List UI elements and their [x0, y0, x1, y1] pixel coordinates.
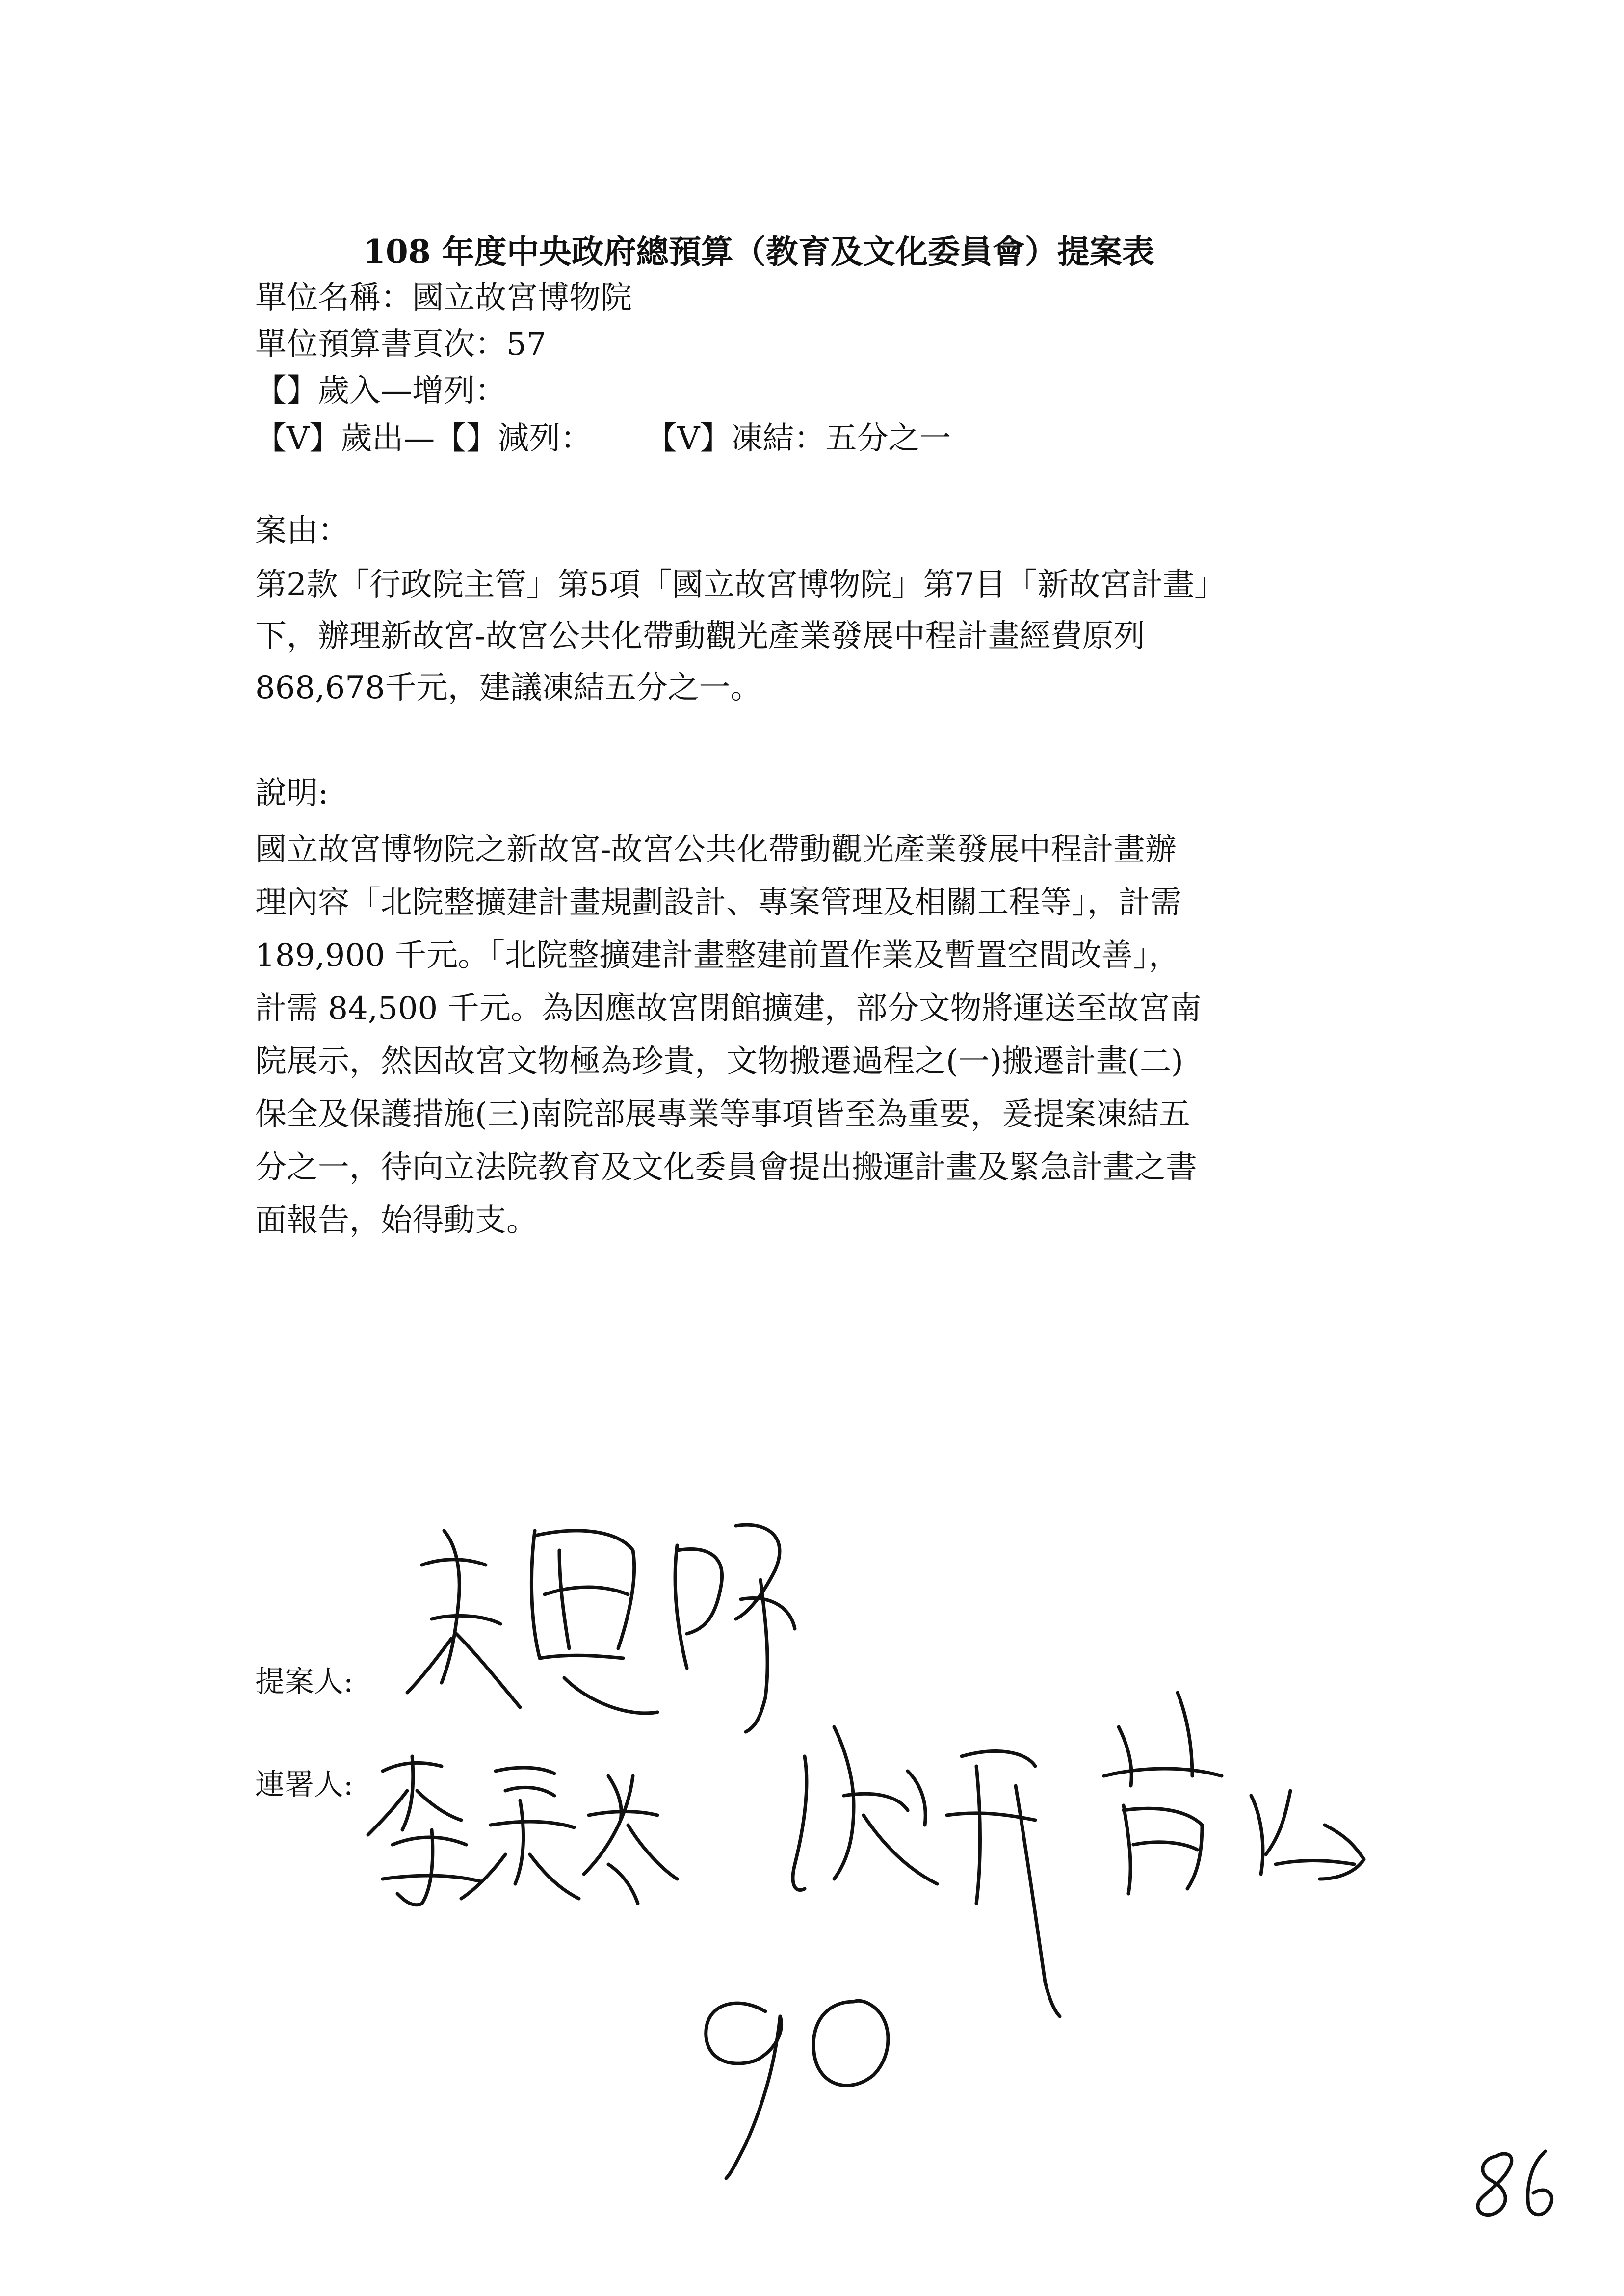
case-line: 下，辦理新故宮-故宮公共化帶動觀光產業發展中程計畫經費原列 [255, 618, 1145, 654]
explanation-line: 分之一，待向立法院教育及文化委員會提出搬運計畫及緊急計畫之書 [255, 1149, 1197, 1186]
case-heading: 案由： [255, 513, 349, 549]
explanation-heading: 說明: [255, 775, 329, 811]
explanation-line: 院展示，然因故宮文物極為珍貴，文物搬遷過程之(一)搬遷計畫(二) [255, 1044, 1183, 1080]
handwritten-number [706, 2001, 888, 2178]
revenue-increase: 【】歲入—增列： [255, 373, 506, 409]
freeze-option: 【V】凍結：五分之一 [646, 420, 951, 457]
explanation-line: 面報告，始得動支。 [255, 1202, 538, 1239]
cosigner-signature-li [368, 1756, 677, 1905]
case-line: 868,678千元，建議凍結五分之一。 [255, 670, 762, 706]
page-number [1478, 2151, 1552, 2215]
cosigner-label: 連署人: [255, 1768, 354, 1802]
page-title: 108 年度中央政府總預算（教育及文化委員會）提案表 [363, 233, 1154, 271]
explanation-line: 計需 84,500 千元。為因應故宮閉館擴建，部分文物將運送至故宮南 [255, 991, 1202, 1027]
case-line: 第2款「行政院主管」第5項「國立故宮博物院」第7目「新故宮計畫」 [255, 567, 1226, 603]
explanation-line: 保全及保護措施(三)南院部展專業等事項皆至為重要，爰提案凍結五 [255, 1096, 1190, 1133]
explanation-line: 理內容「北院整擴建計畫規劃設計、專案管理及相關工程等」，計需 [255, 885, 1181, 921]
unit-name: 單位名稱：國立故宮博物院 [255, 280, 632, 316]
explanation-line: 國立故宮博物院之新故宮-故宮公共化帶動觀光產業發展中程計畫辦 [255, 832, 1177, 868]
cosigner-signature-zhang [793, 1693, 1364, 2016]
expenditure-option: 【V】歲出—【】減列： [255, 420, 592, 457]
budget-page: 單位預算書頁次：57 [255, 326, 547, 363]
proposer-signature [407, 1525, 795, 1732]
proposer-label: 提案人: [255, 1665, 354, 1699]
explanation-line: 189,900 千元。「北院整擴建計畫整建前置作業及暫置空間改善」， [255, 938, 1180, 974]
